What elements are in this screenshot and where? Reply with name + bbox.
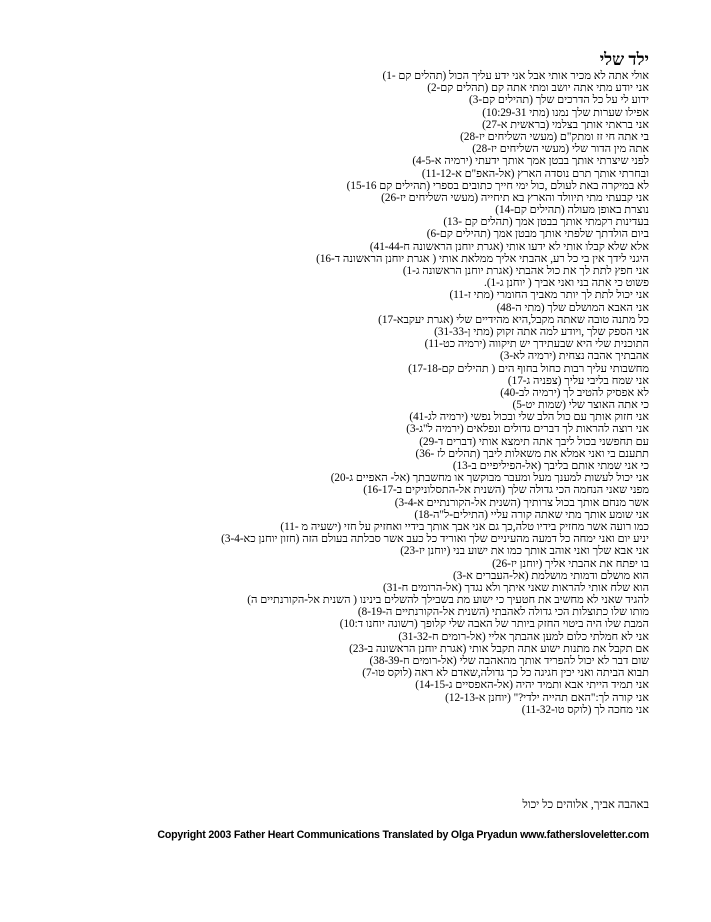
letter-line: אתה מין הדור שלי (מעשי השליחים יז-28) <box>472 143 649 156</box>
letter-line: אהבתיך אהבה נצחית (ירמיה לא-3) <box>500 350 649 363</box>
letter-line: פשוט כי אתה בני ואני אביך ( יוחנן ג-1). <box>484 277 649 290</box>
letter-line: תתענם בי ואני אמלא את משאלות ליבך (תהלים לז -36) <box>415 447 649 460</box>
letter-body <box>189 70 649 716</box>
letter-line: אני חזוק אותך עם כול הלב שלי ובכול נפשי (ירמיה לג-41) <box>409 411 649 424</box>
letter-line: כמו רועה אשר מחזיק בידיו טלה,כך גם אני אבך אותך בידיי ואחזיק על חזי (ישעיה מ -11) <box>280 520 649 533</box>
letter-line: אני תמיד הייתי אבא ותמיד יהיה (אל-האפסיים ג-14-15) <box>415 679 649 692</box>
letter-line: כי אני שמתי אותם בליבך (אל-הפיליפיים ב-13) <box>452 460 649 472</box>
letter-line: אני לא חמלתי כלום למען אהבתך אליי (אל-רומים ח-31-32) <box>398 630 649 643</box>
letter-line: להגיד שאני לא מחשיב את חטעיך כי ישוע מת בשבילך להשלים בינינו ( השנית אל-הקורנתיים ה) <box>247 594 649 607</box>
letter-line: כל מתנה טובה שאתה מקבל,היא מהידיים שלי (אגרת יעקבא-17) <box>378 313 649 326</box>
letter-line: יניע יום ואני ימחה כל דמעה מהעיניים שלך ואוריד כל כעב אשר סבלתה בעולם הזה (חזון יוחנן כא-3-4) <box>221 533 649 546</box>
letter-line: נוצרת באופן מעולה (תהילים קם-14) <box>495 204 649 217</box>
letter-line: אני האבא המושלם שלך (מתי ה-48) <box>496 301 649 314</box>
letter-line: אולי אתה לא מכיר אותי אבל אני ידע עליך הכול (תהלים קם -1) <box>382 70 649 82</box>
letter-line: אני יכול לתת לך יותר מאביך החומרי (מתי ז-11) <box>449 289 649 302</box>
letter-line: אני חפץ לתת לך את כול אהבתי (אגרת יוחנן הראשונה ג-1) <box>402 265 649 277</box>
letter-line: לא אפסיק להטיב לך (ירמיה לב-40) <box>500 386 649 399</box>
letter-line: הוא שלח אותי להראות שאני איתך ולא נגדך (אל-הרומים ח-31) <box>382 581 649 594</box>
letter-line: אני בראתי אותך בצלמי (בראשית א-27) <box>482 118 649 131</box>
letter-line: ובחרתי אותך תרם נוסדה הארץ (אל-האפ"ם א-11-12) <box>421 167 649 180</box>
letter-line: עם תחפשני בכול ליבך אתה תימצא אותי (דברים ד-29) <box>419 435 649 448</box>
copyright-footer: Copyright 2003 Father Heart Communications Translated by Olga Pryadun www.fathersloveletter.com <box>157 829 649 841</box>
letter-line: כי אתה האוצר שלי (שמות יט-5) <box>512 399 649 412</box>
letter-line: היגני לידך אין בי כל רע, אהבתי אליך ממלאת אותי ( אגרת יוחנן הראשונה ד-16) <box>316 252 649 265</box>
letter-line: בו יפתח את אהבתי אליך (יוחנן יז-26) <box>492 557 649 570</box>
letter-line: מפני שאני הנחמה הכי גדולה שלך (השנית אל-התסלוניקים ב-16-17) <box>363 484 649 497</box>
letter-line: בעדינות רקמתי אותך בבטן אמך (תהלים קם -13) <box>443 216 649 229</box>
letter-line: אני יכול לעשות למענך מעל ומעבר מבוקשך או מחשבתך (אל- האפיים ג-20) <box>330 472 649 485</box>
document-title: ילד שלי <box>599 50 649 69</box>
letter-line: אלא שלא קבלו אותי לא ידעו אותי (אגרת יוחנן הראשונה ח-41-44) <box>369 240 649 253</box>
letter-line: מותו שלו כתוצלות הכי גדולה לאהבתי (השנית אל-הקורנתיים ה-8-19) <box>357 606 649 619</box>
signoff: באהבה אביך, אלוהים כל יכול <box>522 799 649 811</box>
letter-line: אני שמח בליבי עליך (צפניה ג-17) <box>507 374 649 387</box>
letter-line: אני יודע מתי אתה יושב ומתי אתה קם (תהלים קם-2) <box>427 82 649 95</box>
letter-line: מחשבותי עליך רבות כחול בחוף הים ( תהילים קם-17-18) <box>408 362 649 375</box>
letter-line: אני רוצה להראות לך דברים גדולים ונפלאים (ירמיה ל"ג-3) <box>406 423 649 436</box>
letter-line: אשר מנחם אותך בכול צרותיך (השנית אל-הקורנתיים א-3-4) <box>394 496 649 509</box>
letter-line: אפילו שערות שלך נמנו (מתי 10:29-31) <box>482 106 649 119</box>
letter-line: שום דבר לא יכול להפריד אותך מהאהבה שלי (אל-רומים ח-38-39) <box>369 655 649 667</box>
letter-line: אם תקבל את מתנות ישוע אתה תקבל אותי (אגרת יוחנן הראשונה ב-23) <box>349 642 649 655</box>
letter-line: אני הספק שלך ,ויודע למה אתה זקוק (מתי ן-31-33) <box>434 325 649 338</box>
letter-line: אני קבעתי מתי תיוולד והארץ בא תיחייה (מעשי השליחים יז-26) <box>381 191 649 204</box>
letter-line: התוכנית שלי היא שבעתידך יש תיקווה (ירמיה כט-11) <box>424 338 649 351</box>
letter-line: אני קורה לך:"האם תהייה ילדי?" (יוחנן א-12-13) <box>445 691 649 704</box>
letter-line: לפני שיצרתי אותך בבטן אמך אותך ידעתי (ירמיה א-4-5) <box>412 155 649 168</box>
letter-line: המבת שלו היה ביטוי החזק ביותר של האבה שלי קלופך (רשונה יוחנו ד:10) <box>339 618 649 631</box>
letter-line: אני שומע אותך מתי שאתה קורה עליי (התילים-ל"ה-18) <box>414 508 649 521</box>
letter-line: ביום הולדתך שלפתי אותך מבטן אמך (תהילים קם-6) <box>426 228 649 241</box>
letter-line: בי אתה חי זז ומתק"ם (מעשי השליחים יז-28) <box>460 130 649 143</box>
letter-line: תבוא הביתה ואני יכין חגיגה כל כך גדולה,שאדם לא ראה (לוקס טו-7) <box>362 667 649 680</box>
letter-line: ידוע לי על כל הדרכים שלך (תהילים קם-3) <box>469 94 649 107</box>
letter-line: הוא מושלם ודמותי מושלמת (אל-העברים א-3) <box>453 569 649 582</box>
letter-line: אני אבא שלך ואני אוהב אותך כמו את ישוע בני (יוחנן יז-23) <box>400 545 649 558</box>
letter-line: אני מחכה לך (לוקס טו-11-32) <box>521 703 649 716</box>
letter-line: לא במיקרה באת לעולם ,כול ימי חייך כתובים בספרי (תהילים קם 15-16) <box>346 179 649 192</box>
